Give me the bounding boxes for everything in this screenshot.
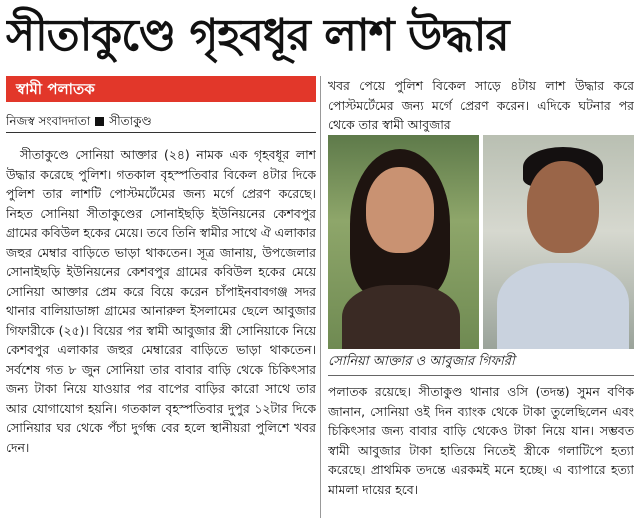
kicker-bar: স্বামী পলাতক — [6, 76, 316, 102]
left-column — [6, 76, 316, 518]
square-bullet-icon — [95, 117, 104, 126]
article-body-left — [6, 145, 316, 511]
article-body-right-bottom: পলাতক রয়েছে। সীতাকুণ্ড থানার ওসি (তদন্ত) সুমন বণিক জানান, সোনিয়া ওই দিন ব্যাংক থেকে টাকা তুলেছিলেন এবং চিকিৎসার জন্য বাবার বাড়ি থেকেও টাকা নিয়ে যান। সম্ভবত স্বামী আবুজার টাকা হাতিয়ে নিতেই স্ত্রীকে গলাটিপে হত্যা করেছে। প্রাথমিক তদন্তে এরকমই মনে হচ্ছে। এ ব্যাপারে হত্যা মামলা দায়ের হবে। — [328, 384, 634, 497]
article-paragraph: সীতাকুণ্ডে সোনিয়া আক্তার (২৪) নামক এক গৃহবধূর লাশ উদ্ধার করেছে পুলিশ। গতকাল বৃহস্পতিবার বিকেল ৪টার দিকে পুলিশ তার লাশটি পোস্টমর্টেমের জন্য মর্গে প্রেরণ করেছে। নিহত সোনিয়া সীতাকুণ্ডের সোনাইছড়ি ইউনিয়নের কেশবপুর গ্রামের কবিউল হকের মেয়ে। তবে তিনি স্বামীর সাথে ঐ এলাকার জহুর মেম্বার বাড়িতে ভাড়া থাকতেন। সূত্র জানায়, উপজেলার সোনাইছড়ি ইউনিয়নের কেশবপুর গ্রামের কবিউল হকের মেয়ে সোনিয়া আক্তার প্রেম করে বিয়ে করেন চাঁপাইনবাবগঞ্জ সদর থানার বালিয়াডাঙ্গা গ্রামের আনারুল ইসলামের ছেলে আবুজার গিফারীকে (২৫)। বিয়ের পর স্বামী আবুজার স্ত্রী সোনিয়াকে নিয়ে কেশবপুর এলাকার জহুর মেম্বারের বাড়িতে ভাড়া থাকতেন। সর্বশেষ গত ৮ জুন সোনিয়া তার বাবার বাড়ি থেকে চিকিৎসার জন্য টাকা নিয়ে যাওয়ার পর বাপের বাড়ির কারো সাথে তার আর যোগাযোগ হয়নি। গতকাল বৃহস্পতিবার দুপুর ১২টার দিকে সোনিয়ার ঘর থেকে পঁচা দুর্গন্ধ বের হলে স্থানীয়রা পুলিশে খবর দেন। — [6, 147, 316, 455]
right-column — [328, 76, 634, 518]
photo-woman — [328, 135, 479, 349]
byline-reporter: নিজস্ব সংবাদদাতা — [6, 114, 91, 128]
article-body-right-top: খবর পেয়ে পুলিশ বিকেল সাড়ে ৪টায় লাশ উদ্ধার করে পোস্টমর্টেমের জন্য মর্গে প্রেরণ করেন। এদিকে ঘটনার পর থেকে তার স্বামী আবুজার — [328, 78, 634, 132]
photo-man — [483, 135, 634, 349]
photo-caption: সোনিয়া আক্তার ও আবুজার গিফারী — [328, 349, 634, 376]
column-divider — [320, 76, 321, 518]
byline — [6, 110, 316, 133]
headline: সীতাকুণ্ডে গৃহবধূর লাশ উদ্ধার — [6, 10, 509, 61]
byline-location: সীতাকুণ্ড — [109, 114, 152, 128]
photo-pair — [328, 135, 634, 349]
